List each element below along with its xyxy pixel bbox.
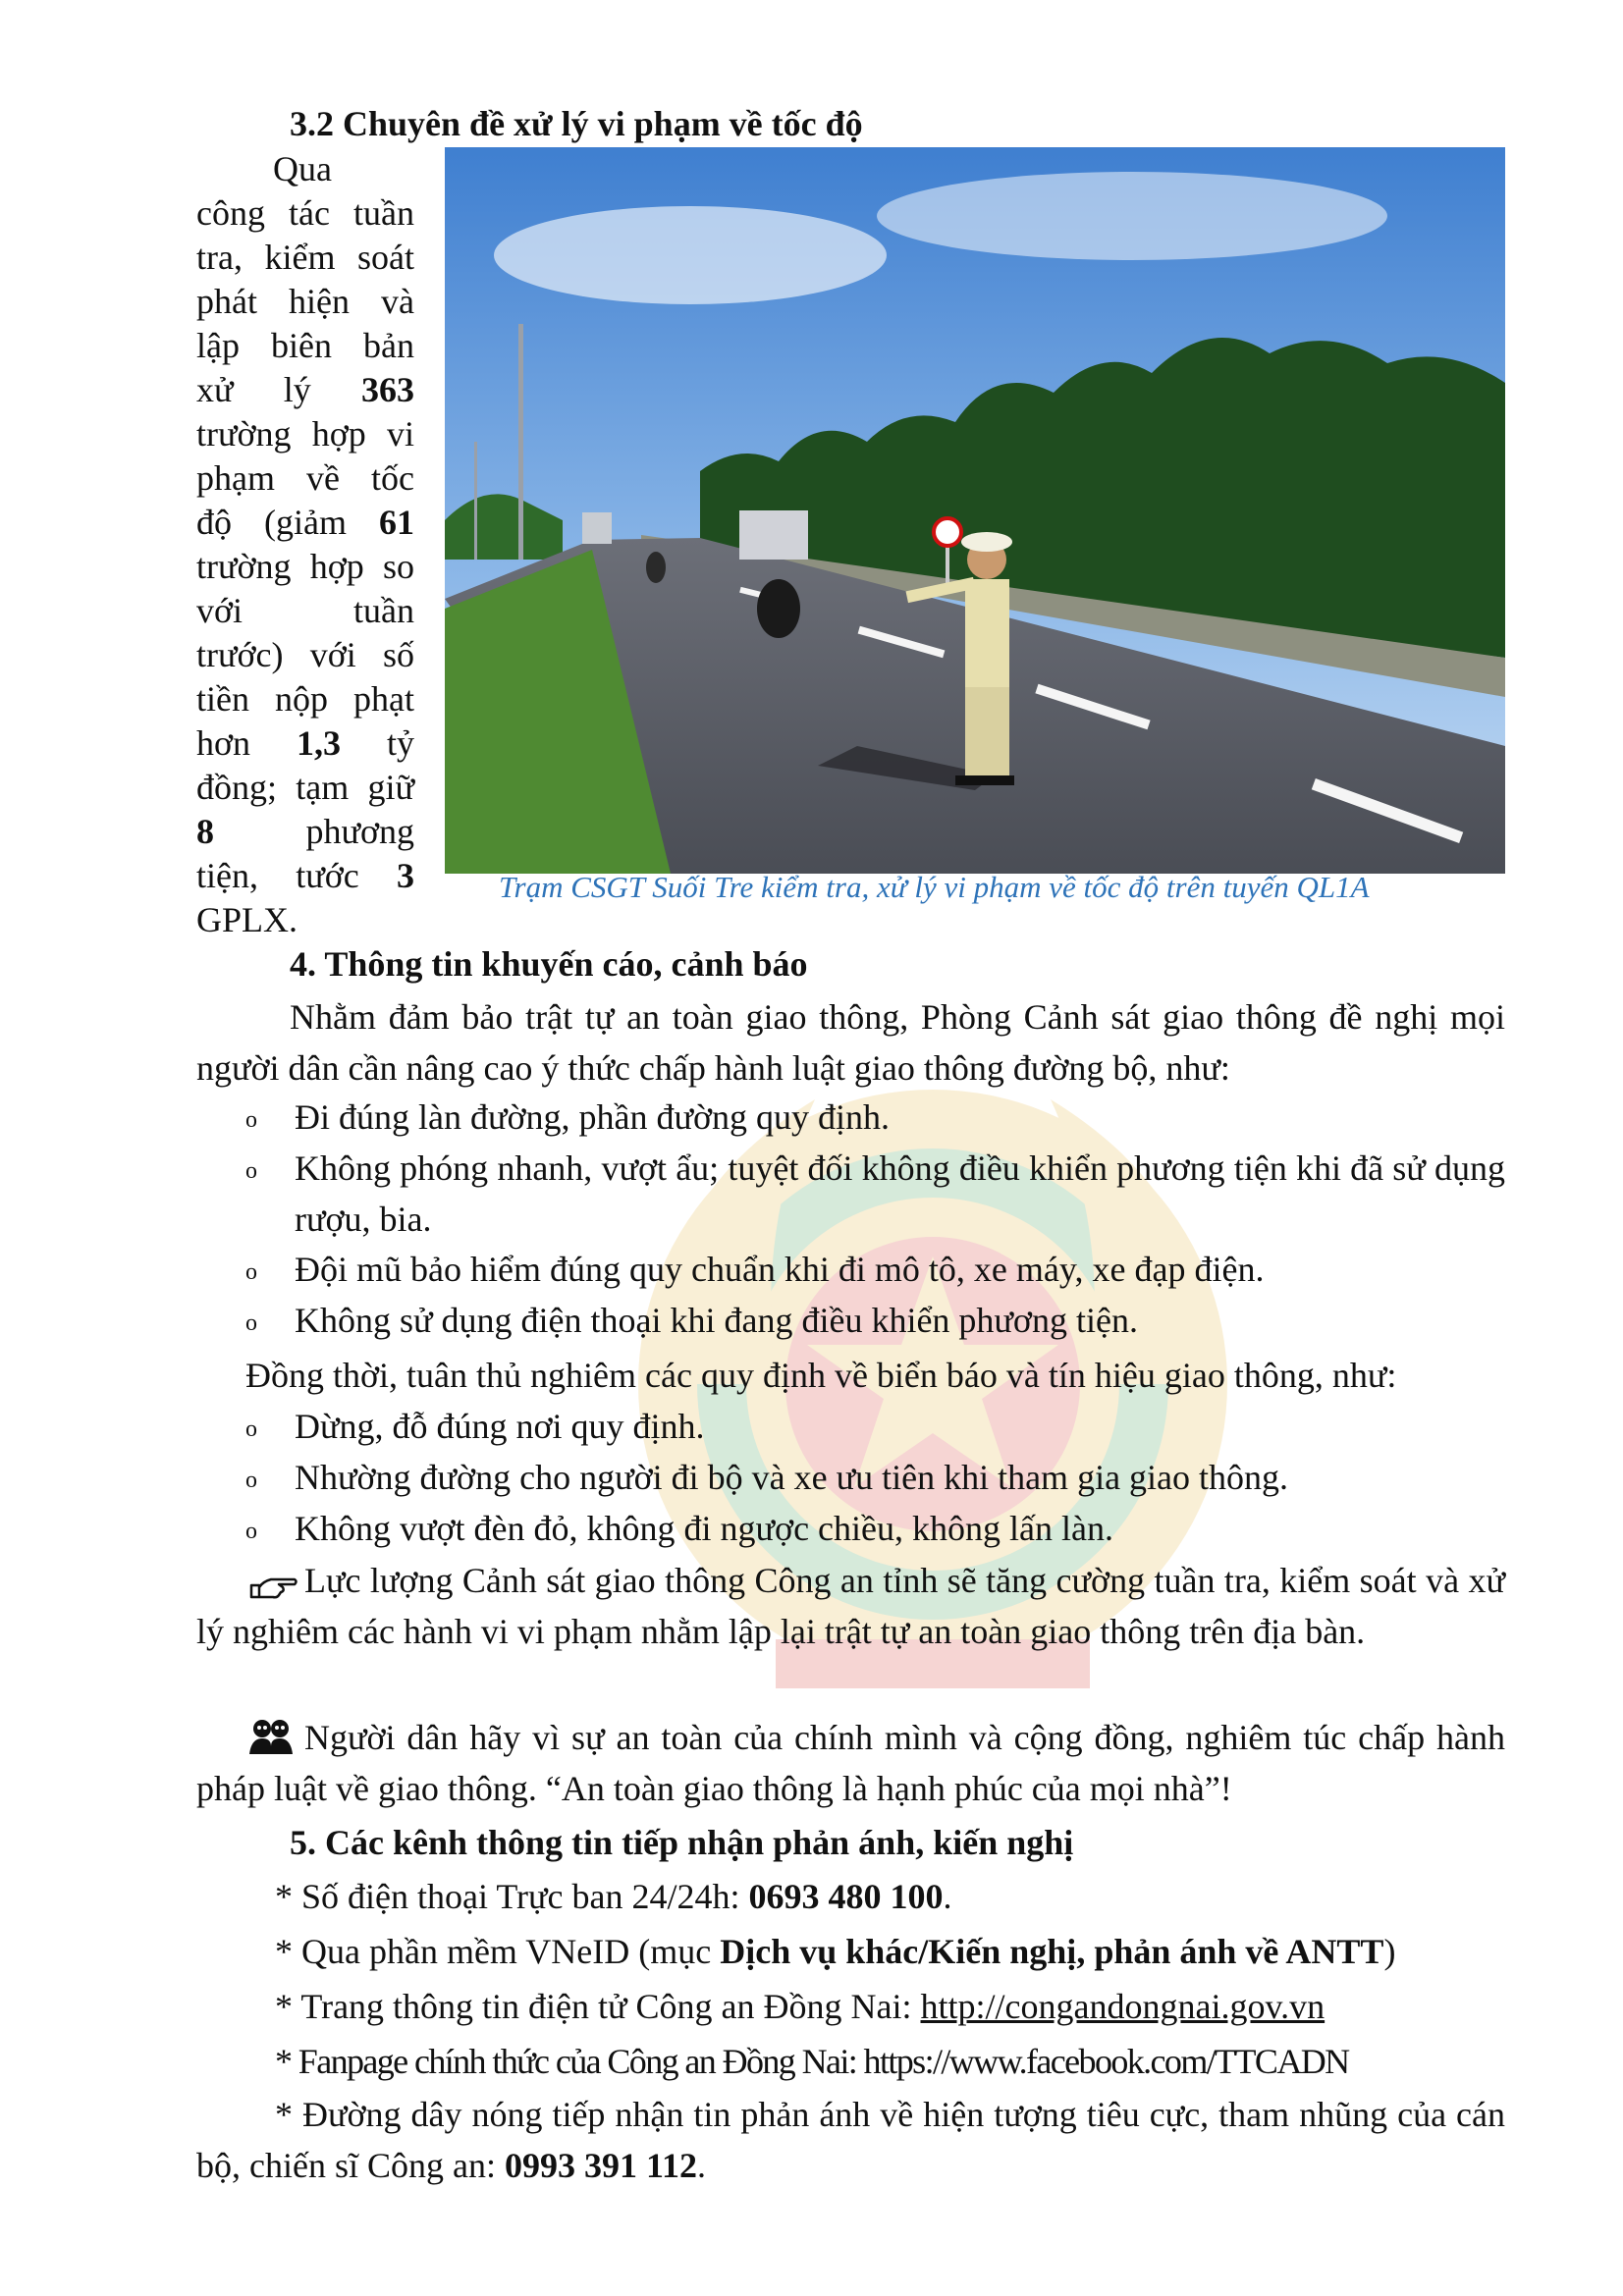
column-line: Qua (273, 149, 332, 188)
photo-caption: Trạm CSGT Suối Tre kiểm tra, xử lý vi phạm về tốc độ trên tuyến QL1A (499, 870, 1370, 904)
list-item: Đi đúng làn đường, phần đường quy định. (295, 1097, 891, 1137)
bullet-marker: o (245, 1158, 257, 1184)
bullet-marker: o (245, 1468, 257, 1493)
column-line: lập biên bản (196, 326, 414, 365)
website-line: * Trang thông tin điện tử Công an Đồng Nai: http://congandongnai.gov.vn (275, 1987, 1325, 2026)
section-4-intro: Nhằm đảm bảo trật tự an toàn giao thông, Phòng Cảnh sát giao thông đề nghị mọi người dân cần nâng cao ý thức chấp hành luật giao thông đường bộ, như: (196, 997, 1505, 1088)
list-item: Không phóng nhanh, vượt ẩu; tuyệt đối không điều khiển phương tiện khi đã sử dụng rượu, bia. (295, 1148, 1505, 1239)
bullet-marker: o (245, 1310, 257, 1336)
column-line: trường hợp so (196, 547, 414, 586)
list-item: Đội mũ bảo hiểm đúng quy chuẩn khi đi mô tô, xe máy, xe đạp điện. (295, 1250, 1265, 1289)
column-line: độ (giảm 61 (196, 503, 414, 542)
list-item: Không vượt đèn đỏ, không đi ngược chiều, không lấn làn. (295, 1509, 1113, 1548)
section-4-heading: 4. Thông tin khuyến cáo, cảnh báo (290, 944, 808, 984)
column-line: tiện, tước 3 (196, 856, 415, 895)
column-line: GPLX. (196, 900, 298, 939)
column-line: 8 phương (196, 812, 414, 851)
hotline-number: 0693 480 100 (748, 1877, 944, 1916)
note-1: Lực lượng Cảnh sát giao thông Công an tỉnh sẽ tăng cường tuần tra, kiểm soát và xử lý nghiêm các hành vi vi phạm nhằm lập lại trật tự an toàn giao thông trên địa bàn. (196, 1561, 1505, 1651)
column-line: với tuần (196, 591, 414, 630)
section-4-intro-2: Đồng thời, tuân thủ nghiêm các quy định về biển báo và tín hiệu giao thông, như: (245, 1356, 1397, 1395)
anti-corruption-number: 0993 391 112 (504, 2146, 697, 2185)
bullet-marker: o (245, 1107, 257, 1133)
website-link[interactable]: http://congandongnai.gov.vn (920, 1987, 1325, 2026)
bullet-marker: o (245, 1519, 257, 1544)
bullet-marker: o (245, 1416, 257, 1442)
fanpage-line: * Fanpage chính thức của Công an Đồng Nai: https://www.facebook.com/TTCADN (275, 2042, 1349, 2081)
column-line: xử lý 363 (196, 370, 415, 409)
column-line: tra, kiểm soát (196, 238, 414, 277)
section-3-2-heading: 3.2 Chuyên đề xử lý vi phạm về tốc độ (290, 104, 863, 143)
column-line: đồng; tạm giữ (196, 768, 414, 807)
anti-corruption-hotline: * Đường dây nóng tiếp nhận tin phản ánh về hiện tượng tiêu cực, tham nhũng của cán bộ, chiến sĩ Công an: 0993 391 112. (196, 2095, 1505, 2185)
column-line: phát hiện và (196, 282, 414, 321)
list-item: Không sử dụng điện thoại khi đang điều khiển phương tiện. (295, 1301, 1138, 1340)
vneid-menu-path: Dịch vụ khác/Kiến nghị, phản ánh về ANTT (720, 1932, 1384, 1971)
column-line: phạm về tốc (196, 458, 414, 498)
list-item: Nhường đường cho người đi bộ và xe ưu tiên khi tham gia giao thông. (295, 1458, 1289, 1497)
column-line: hơn 1,3 tỷ (196, 723, 414, 763)
list-item: Dừng, đỗ đúng nơi quy định. (295, 1407, 705, 1446)
highway-speed-check-photo (445, 147, 1505, 874)
speed-violation-column (196, 147, 414, 942)
note-2: Người dân hãy vì sự an toàn của chính mình và cộng đồng, nghiêm túc chấp hành pháp luật về giao thông. “An toàn giao thông là hạnh phúc của mọi nhà”! (196, 1718, 1505, 1808)
column-line: trước) với số (196, 635, 414, 674)
bullet-marker: o (245, 1259, 257, 1285)
section-5-heading: 5. Các kênh thông tin tiếp nhận phản ánh, kiến nghị (290, 1823, 1074, 1862)
column-line: trường hợp vi (196, 414, 414, 454)
hotline-line: * Số điện thoại Trực ban 24/24h: 0693 480 100. (275, 1877, 952, 1916)
column-line: công tác tuần (196, 193, 414, 233)
vneid-line: * Qua phần mềm VNeID (mục Dịch vụ khác/Kiến nghị, phản ánh về ANTT) (275, 1932, 1396, 1971)
column-line: tiền nộp phạt (196, 679, 414, 719)
